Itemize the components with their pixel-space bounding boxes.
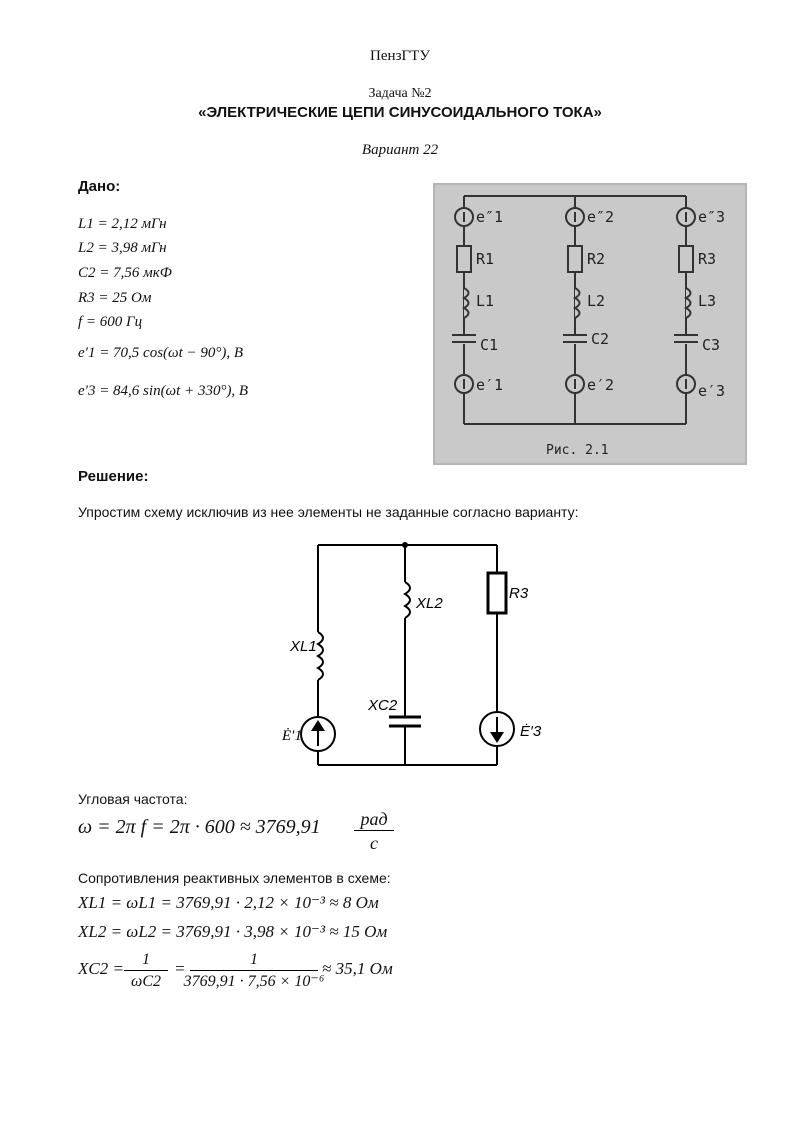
label-e2p: e′2 (587, 376, 615, 394)
xc2-fraction2-num: 1 (190, 950, 318, 971)
label-l1: L1 (476, 292, 495, 310)
task-number: Задача №2 (368, 86, 432, 101)
given-r3: R3 = 25 Ом (78, 290, 152, 306)
given-e1: e′1 = 70,5 cos(ωt − 90°), В (78, 345, 244, 361)
label-xc2: XC2 (368, 697, 398, 714)
xc2-fraction2-den: 3769,91 · 7,56 × 10⁻⁶ (183, 973, 325, 990)
given-heading: Дано: (78, 178, 121, 195)
xl1-formula: XL1 = ωL1 = 3769,91 · 2,12 × 10⁻³ ≈ 8 Ом (78, 893, 379, 912)
reactance-label: Сопротивления реактивных элементов в схеме: (78, 870, 391, 886)
university-name: ПензГТУ (370, 48, 430, 64)
label-c3: C3 (702, 336, 721, 354)
solution-heading: Решение: (78, 468, 149, 485)
label-e1p: e′1 (476, 376, 504, 394)
label-e2pp: e″2 (587, 208, 615, 226)
resistor-r3 (488, 573, 506, 613)
label-xl1: XL1 (290, 638, 317, 655)
label-e3: Ė′3 (520, 723, 542, 740)
given-e3: e′3 = 84,6 sin(ωt + 330°), В (78, 383, 249, 399)
angular-frequency-formula: ω = 2π f = 2π · 600 ≈ 3769,91 (78, 816, 321, 838)
given-f: f = 600 Гц (78, 314, 143, 330)
label-l3: L3 (698, 292, 717, 310)
simplify-text: Упростим схему исключив из нее элементы не заданные согласно варианту: (78, 504, 579, 520)
xc2-equals: = (174, 959, 186, 978)
figure-caption: Рис. 2.1 (546, 443, 609, 458)
source-e1-icon (301, 717, 335, 751)
label-r3: R3 (698, 250, 717, 268)
junction-dot (402, 542, 408, 548)
given-l2: L2 = 3,98 мГн (78, 240, 167, 256)
label-e1pp: e″1 (476, 208, 504, 226)
source-e3-icon (480, 712, 514, 746)
original-circuit-figure (434, 184, 746, 464)
label-r1: R1 (476, 250, 495, 268)
given-c2: C2 = 7,56 мкФ (78, 265, 172, 281)
xc2-result: ≈ 35,1 Ом (322, 959, 393, 978)
label-r2: R2 (587, 250, 606, 268)
task-title: «ЭЛЕКТРИЧЕСКИЕ ЦЕПИ СИНУСОИДАЛЬНОГО ТОКА» (198, 104, 602, 121)
given-l1: L1 = 2,12 мГн (78, 216, 167, 232)
angular-unit-numerator: рад (354, 808, 394, 831)
label-xl2: XL2 (416, 595, 443, 612)
xc2-lhs: XC2 = (78, 959, 124, 978)
label-l2: L2 (587, 292, 606, 310)
angular-frequency-label: Угловая частота: (78, 791, 188, 807)
angular-unit-denominator: с (370, 833, 378, 853)
simplified-circuit (280, 530, 542, 780)
label-r3-schematic: R3 (509, 585, 529, 602)
label-e1: Ė′1 (282, 728, 302, 744)
variant-label: Вариант 22 (361, 142, 439, 158)
label-e3pp: e″3 (698, 208, 726, 226)
xl2-formula: XL2 = ωL2 = 3769,91 · 3,98 × 10⁻³ ≈ 15 Ом (78, 922, 388, 941)
label-e3p: e′3 (698, 382, 726, 400)
label-c1: C1 (480, 336, 499, 354)
xc2-fraction1-num: 1 (124, 950, 168, 971)
label-c2: C2 (591, 330, 610, 348)
xc2-fraction1-den: ωC2 (131, 973, 161, 990)
